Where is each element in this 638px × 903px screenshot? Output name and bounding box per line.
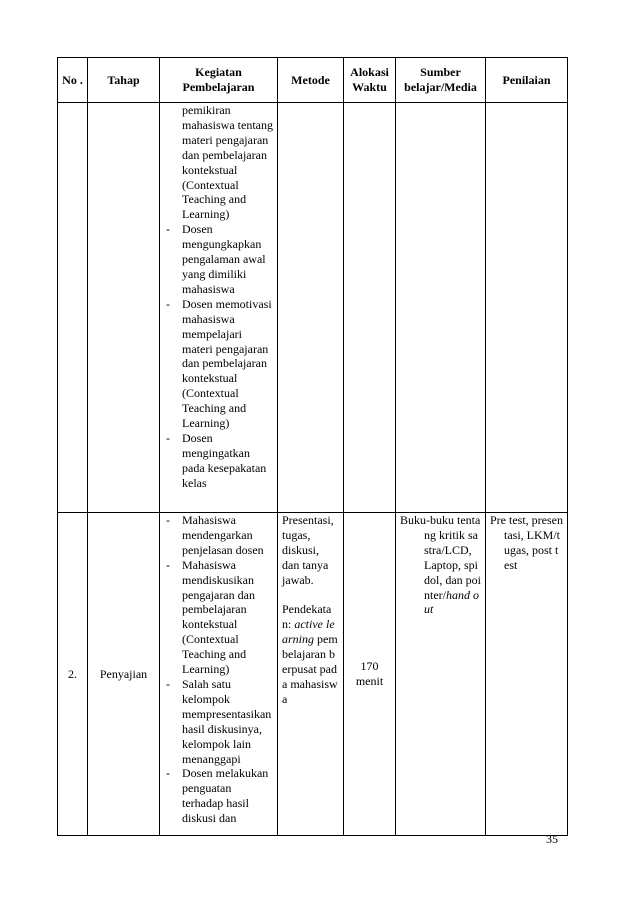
row2-metode: [278, 513, 344, 836]
row1-metode: [278, 103, 344, 513]
metode-methods: Presentasi, tugas, diskusi, dan tanya jawab.: [282, 513, 334, 587]
header-sumber: Sumber belajar/Media: [396, 58, 486, 103]
header-penilaian: Penilaian: [486, 58, 568, 103]
list-item: - Salah satu kelompok mempresentasikan hasil diskusinya, kelompok lain menanggapi: [166, 676, 272, 766]
table-row: [58, 103, 568, 513]
row2-sumber: Buku-buku tentang kritik sastra/LCD, Laptop, spidol, dan pointer/hand out: [396, 513, 486, 836]
row1-alokasi: [344, 103, 396, 513]
row1-kegiatan: [160, 103, 278, 513]
list-item: - Dosen mengingatkan pada kesepakatan kelas: [166, 430, 267, 490]
row2-penilaian: Pre test, presentasi, LKM/tugas, post test: [486, 513, 568, 836]
row1-tahap: [88, 103, 160, 513]
list-item: - Dosen mengungkapkan pengalaman awal yang dimiliki mahasiswa: [166, 222, 266, 296]
header-alokasi: Alokasi Waktu: [344, 58, 396, 103]
header-metode: Metode: [278, 58, 344, 103]
table-row: [58, 513, 568, 836]
row1-penilaian: [486, 103, 568, 513]
row2-tahap: Penyajian: [88, 513, 160, 836]
list-item: - Dosen melakukan penguatan terhadap hasil diskusi dan: [166, 766, 269, 826]
row1-no: [58, 103, 88, 513]
lesson-plan-table: [57, 57, 568, 836]
list-item: - Dosen memotivasi mahasiswa mempelajari materi pengajaran dan pembelajaran kontekstual (Contextual Teaching and Learning): [166, 296, 272, 431]
table-header-row: [58, 58, 568, 103]
header-kegiatan: Kegiatan Pembelajaran: [160, 58, 278, 103]
row1-kegiatan-continuation: pemikiran mahasiswa tentang materi pengajaran dan pembelajaran kontekstual (Contextual Teaching and Learning): [182, 103, 273, 222]
header-tahap: Tahap: [88, 58, 160, 103]
row2-kegiatan: [160, 513, 278, 836]
metode-approach: Pendekatan: active learning pembelajaran berpusat pada mahasiswa: [282, 602, 338, 706]
header-no: No .: [58, 58, 88, 103]
list-item: - Mahasiswa mendiskusikan pengajaran dan pembelajaran kontekstual (Contextual Teaching and Learning): [166, 557, 255, 677]
row2-alokasi: 170 menit: [344, 513, 396, 836]
page-number: 35: [546, 832, 558, 846]
row1-sumber: [396, 103, 486, 513]
list-item: - Mahasiswa mendengarkan penjelasan dosen: [166, 513, 264, 557]
row2-no: 2.: [58, 513, 88, 836]
